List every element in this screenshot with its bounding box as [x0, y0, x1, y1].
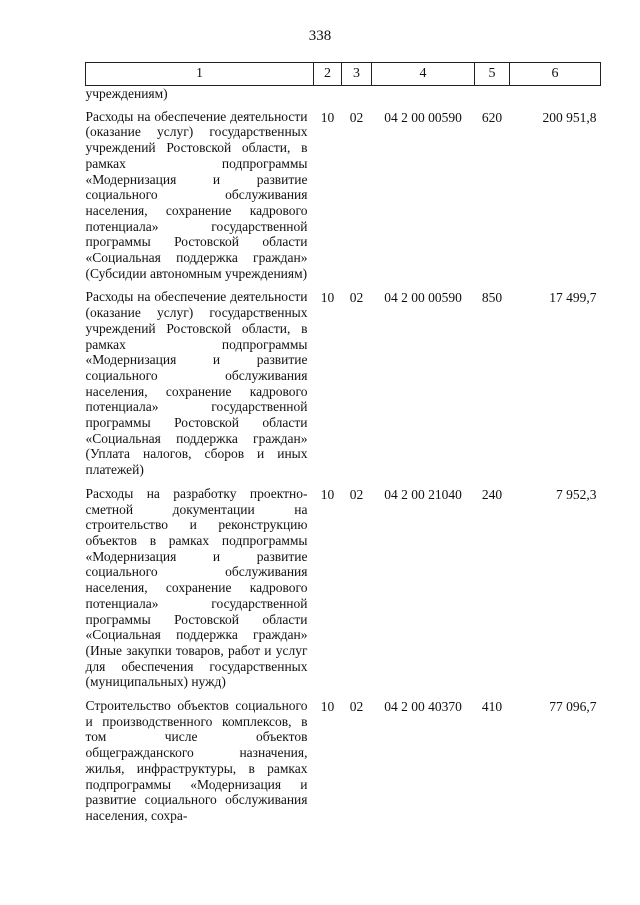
row-amount: 17 499,7	[549, 290, 597, 306]
table-row	[86, 289, 601, 485]
row-target-code: 04 2 00 00590	[384, 109, 462, 125]
row-amount: 7 952,3	[556, 486, 597, 502]
row-section: 10	[320, 486, 335, 502]
column-header: 5	[475, 63, 510, 86]
header-row	[86, 63, 601, 86]
row-section: 10	[320, 290, 335, 306]
budget-table	[85, 62, 601, 832]
row-subsection: 02	[349, 486, 364, 502]
row-subsection: 02	[349, 699, 364, 715]
row-description: Расходы на разработку проектно-сметной документации на строительство и реконструкцию объектов в рамках подпрограммы «Модернизация и развитие социального обслуживания населения, сохранение кадрового потенциала» государственной программы Ростовской области «Социальная поддержка граждан» (Иные закупки товаров, работ и услуг для обеспечения государственных (муниципальных) нужд)	[85, 485, 308, 690]
row-expense-type: 410	[481, 699, 503, 715]
table-row	[86, 109, 601, 290]
row-amount: 200 951,8	[542, 109, 597, 125]
row-subsection: 02	[349, 290, 364, 306]
row-amount: 77 096,7	[549, 699, 597, 715]
row-target-code: 04 2 00 21040	[384, 486, 462, 502]
continuation-row	[86, 86, 601, 109]
row-subsection: 02	[349, 109, 364, 125]
column-header: 4	[372, 63, 475, 86]
column-header: 2	[314, 63, 342, 86]
row-target-code: 04 2 00 40370	[384, 699, 462, 715]
row-section: 10	[320, 699, 335, 715]
row-description: Расходы на обеспечение деятельности (оказание услуг) государственных учреждений Ростовской области, в рамках подпрограммы «Модернизация и развитие социального обслуживания населения, сохранение кадрового потенциала» государственной программы Ростовской области «Социальная поддержка граждан» (Субсидии автономным учреждениям)	[85, 108, 308, 281]
row-expense-type: 620	[481, 109, 503, 125]
page-number: 338	[308, 28, 332, 44]
row-expense-type: 240	[481, 486, 503, 502]
column-header: 1	[86, 63, 314, 86]
continuation-text: учреждениям)	[85, 86, 168, 101]
table-row	[86, 486, 601, 698]
row-target-code: 04 2 00 00590	[384, 290, 462, 306]
table-row	[86, 698, 601, 832]
column-header: 6	[510, 63, 601, 86]
row-section: 10	[320, 109, 335, 125]
row-description: Строительство объектов социального и производственного комплексов, в том числе объектов общегражданского назначения, жилья, инфраструктуры, в рамках подпрограммы «Модернизация и развитие социального обслуживания населения, сохра-	[85, 698, 308, 823]
column-header: 3	[342, 63, 372, 86]
row-description: Расходы на обеспечение деятельности (оказание услуг) государственных учреждений Ростовской области, в рамках подпрограммы «Модернизация и развитие социального обслуживания населения, сохранение кадрового потенциала» государственной программы Ростовской области «Социальная поддержка граждан» (Уплата налогов, сборов и иных платежей)	[85, 289, 308, 478]
row-expense-type: 850	[481, 290, 503, 306]
